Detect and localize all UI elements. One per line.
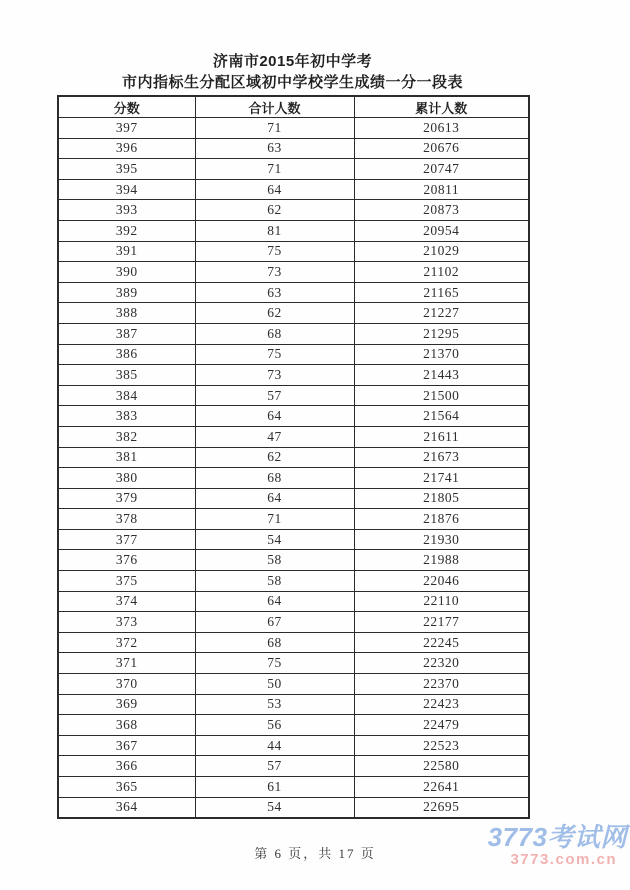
cumulative-cell: 21500 [354,385,529,406]
count-cell: 64 [195,591,354,612]
cumulative-cell: 22370 [354,674,529,695]
table-row [58,653,529,674]
score-cell: 369 [58,694,195,715]
table-row [58,797,529,818]
table-row [58,488,529,509]
table-row [58,365,529,386]
table-row [58,138,529,159]
score-cell: 385 [58,365,195,386]
table-row [58,571,529,592]
cumulative-cell: 21741 [354,468,529,489]
cumulative-cell: 21295 [354,323,529,344]
score-cell: 367 [58,735,195,756]
table-row [58,591,529,612]
score-cell: 372 [58,632,195,653]
cumulative-cell: 22695 [354,797,529,818]
table-row [58,509,529,530]
cumulative-cell: 21370 [354,344,529,365]
score-cell: 374 [58,591,195,612]
table-row [58,426,529,447]
table-row [58,468,529,489]
count-cell: 54 [195,529,354,550]
count-cell: 62 [195,303,354,324]
cumulative-cell: 21988 [354,550,529,571]
cumulative-cell: 21673 [354,447,529,468]
score-cell: 378 [58,509,195,530]
watermark-site-url: 3773.com.cn [510,851,617,868]
table-row [58,241,529,262]
score-cell: 375 [58,571,195,592]
count-cell: 64 [195,488,354,509]
count-cell: 75 [195,241,354,262]
cumulative-cell: 22641 [354,777,529,798]
cumulative-cell: 20676 [354,138,529,159]
score-cell: 379 [58,488,195,509]
table-row [58,550,529,571]
score-cell: 394 [58,179,195,200]
table-row [58,262,529,283]
cumulative-cell: 21443 [354,365,529,386]
table-row [58,159,529,180]
table-row [58,529,529,550]
cumulative-cell: 22245 [354,632,529,653]
cumulative-cell: 21165 [354,282,529,303]
table-row [58,406,529,427]
count-cell: 75 [195,344,354,365]
score-cell: 371 [58,653,195,674]
cumulative-cell: 20811 [354,179,529,200]
cumulative-cell: 22320 [354,653,529,674]
cumulative-cell: 21876 [354,509,529,530]
score-distribution-table [57,95,530,819]
score-cell: 384 [58,385,195,406]
score-cell: 395 [58,159,195,180]
score-cell: 364 [58,797,195,818]
count-cell: 63 [195,282,354,303]
count-cell: 71 [195,509,354,530]
score-cell: 396 [58,138,195,159]
table-header-row [58,96,529,118]
cumulative-cell: 22177 [354,612,529,633]
column-header-count: 合计人数 [195,96,354,118]
cumulative-cell: 22046 [354,571,529,592]
score-cell: 373 [58,612,195,633]
count-cell: 57 [195,385,354,406]
page-number: 第 6 页，共 17 页 [254,846,376,861]
table-row [58,735,529,756]
count-cell: 47 [195,426,354,447]
watermark [488,823,627,868]
table-row [58,447,529,468]
score-cell: 370 [58,674,195,695]
table-row [58,282,529,303]
table-body [58,118,529,819]
cumulative-cell: 20613 [354,118,529,139]
table-row [58,612,529,633]
cumulative-cell: 20954 [354,220,529,241]
count-cell: 73 [195,365,354,386]
table-row [58,179,529,200]
count-cell: 75 [195,653,354,674]
count-cell: 44 [195,735,354,756]
count-cell: 62 [195,447,354,468]
cumulative-cell: 22479 [354,715,529,736]
score-cell: 397 [58,118,195,139]
table-row [58,694,529,715]
count-cell: 71 [195,159,354,180]
score-cell: 382 [58,426,195,447]
count-cell: 68 [195,323,354,344]
table-row [58,777,529,798]
cumulative-cell: 20873 [354,200,529,221]
count-cell: 62 [195,200,354,221]
score-cell: 380 [58,468,195,489]
score-cell: 387 [58,323,195,344]
count-cell: 53 [195,694,354,715]
cumulative-cell: 20747 [354,159,529,180]
page-subtitle: 市内指标生分配区域初中学校学生成绩一分一段表 [121,74,463,91]
cumulative-cell: 21930 [354,529,529,550]
count-cell: 73 [195,262,354,283]
score-cell: 366 [58,756,195,777]
count-cell: 58 [195,550,354,571]
score-cell: 390 [58,262,195,283]
table-row [58,200,529,221]
watermark-site-name: 3773考试网 [487,822,627,852]
score-cell: 383 [58,406,195,427]
count-cell: 64 [195,406,354,427]
cumulative-cell: 21102 [354,262,529,283]
page-title: 济南市2015年初中学考 [212,53,373,70]
score-cell: 376 [58,550,195,571]
score-cell: 389 [58,282,195,303]
count-cell: 56 [195,715,354,736]
column-header-score: 分数 [58,96,195,118]
table-row [58,756,529,777]
score-cell: 393 [58,200,195,221]
score-cell: 392 [58,220,195,241]
table-row [58,674,529,695]
cumulative-cell: 21611 [354,426,529,447]
table-row [58,303,529,324]
count-cell: 50 [195,674,354,695]
count-cell: 63 [195,138,354,159]
score-cell: 381 [58,447,195,468]
count-cell: 61 [195,777,354,798]
cumulative-cell: 21805 [354,488,529,509]
table-row [58,118,529,139]
table-row [58,344,529,365]
cumulative-cell: 22523 [354,735,529,756]
count-cell: 67 [195,612,354,633]
count-cell: 57 [195,756,354,777]
count-cell: 68 [195,468,354,489]
score-cell: 377 [58,529,195,550]
cumulative-cell: 21227 [354,303,529,324]
count-cell: 54 [195,797,354,818]
cumulative-cell: 21564 [354,406,529,427]
score-cell: 388 [58,303,195,324]
table-row [58,220,529,241]
count-cell: 64 [195,179,354,200]
table-row [58,323,529,344]
count-cell: 68 [195,632,354,653]
count-cell: 71 [195,118,354,139]
count-cell: 81 [195,220,354,241]
score-cell: 386 [58,344,195,365]
table-row [58,385,529,406]
score-cell: 391 [58,241,195,262]
cumulative-cell: 21029 [354,241,529,262]
count-cell: 58 [195,571,354,592]
cumulative-cell: 22110 [354,591,529,612]
cumulative-cell: 22580 [354,756,529,777]
score-cell: 368 [58,715,195,736]
cumulative-cell: 22423 [354,694,529,715]
table-row [58,715,529,736]
title-block [57,51,528,93]
column-header-cumulative: 累计人数 [354,96,529,118]
table-row [58,632,529,653]
score-cell: 365 [58,777,195,798]
